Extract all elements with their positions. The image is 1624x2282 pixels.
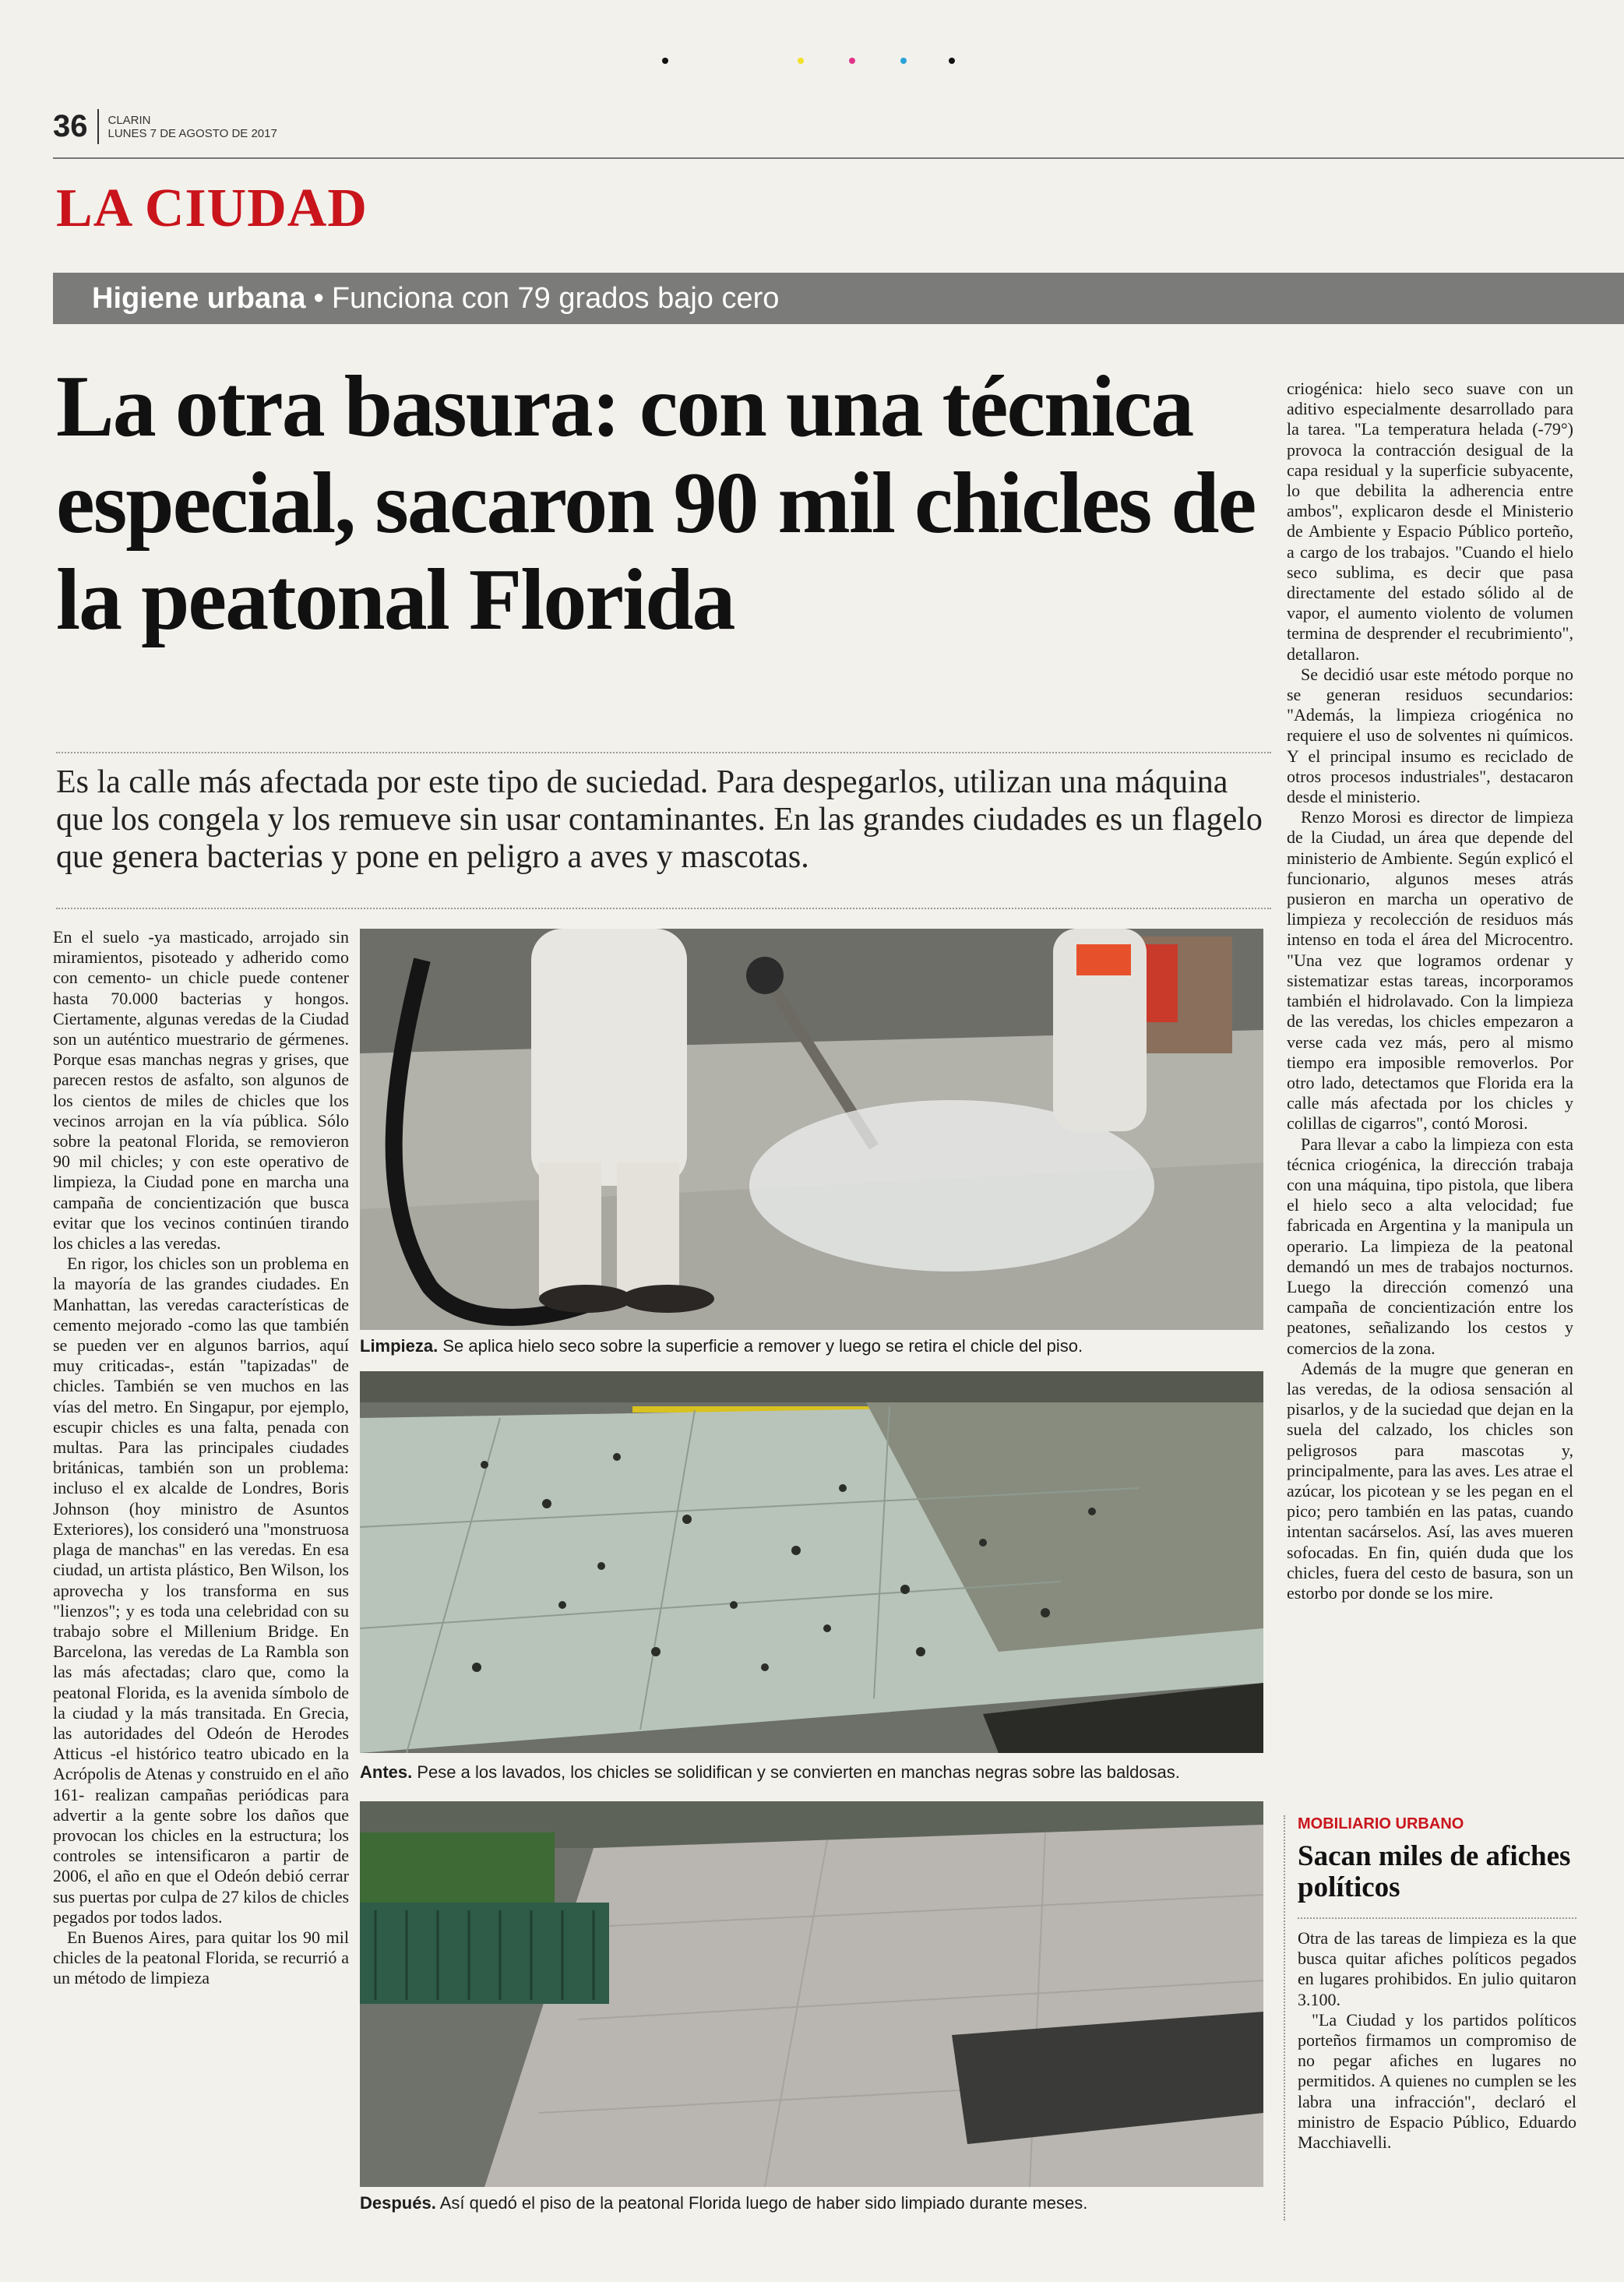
caption-label: Limpieza.	[360, 1336, 439, 1356]
caption-text: Se aplica hielo seco sobre la superficie a remover y luego se retira el chicle del piso.	[442, 1336, 1083, 1356]
photo-antes	[360, 1371, 1263, 1753]
headline-divider	[56, 752, 1271, 753]
sidebar-kicker: MOBILIARIO URBANO	[1298, 1815, 1464, 1832]
caption-text: Así quedó el piso de la peatonal Florida luego de haber sido limpiado durante meses.	[439, 2193, 1088, 2213]
registration-dot-black	[662, 58, 668, 64]
photo-caption-despues	[360, 2193, 1263, 2213]
article-paragraph: Se decidió usar este método porque no se generan residuos secundarios: "Además, la limpieza criogénica no requiere el uso de solventes ni químicos. Y el principal insumo es reciclado de otros procesos industriales", destacaron desde el ministerio.	[1287, 664, 1573, 807]
registration-dot-black-2	[949, 58, 955, 64]
article-paragraph: En rigor, los chicles son un problema en la mayoría de las grandes ciudades. En Manhattan, las veredas características de cemento mejorado -como las que también se pueden ver en algunos barrios, aquí muy criticadas-, están "tapizadas" de chicles. También se ven muchos en las vías del metro. En Singapur, por ejemplo, escupir chicles es una falta, penada con multas. Para las principales ciudades británicas, también son un problema: incluso el ex alcalde de Londres, Boris Johnson (hoy ministro de Asuntos Exteriores), los consideró una "monstruosa plaga de manchas" en las veredas. En esa ciudad, un artista plástico, Ben Wilson, los aprovecha y los transforma en sus "lienzos"; y es toda una celebridad con su trabajo sobre el Millenium Bridge. En Barcelona, las veredas de La Rambla son las más afectadas; claro que, como la peatonal Florida, es la avenida símbolo de la ciudad y la más transitada. En Grecia, las autoridades del Odeón de Herodes Atticus -el histórico teatro ubicado en la Acrópolis de Atenas y construido en el año 161- realizan campañas periódicas para advertir a la gente sobre los daños que provocan los chicles en la estructura; los controles se intensificaron a partir de 2006, el año en que el Odeón debió cerrar sus puertas por culpa de 27 kilos de chicles pegados por todos lados.	[53, 1254, 350, 1927]
registration-dot-cyan	[900, 58, 907, 64]
article-paragraph: Además de la mugre que generan en las veredas, de la odiosa sensación al pisarlos, y de la suciedad que dejan en la suela del calzado, los chicles son peligrosos para mascotas y, principalmente, para las aves. Les atrae el azúcar, los picotean y se les pegan en el pico; pero también en las patas, cuando intentan sacárselos. Así, las aves mueren sofocadas. En fin, quién duda que los chicles, fuera del cesto de basura, son un estorbo por donde se los mire.	[1287, 1358, 1573, 1603]
section-title: LA CIUDAD	[56, 178, 368, 238]
newspaper-name: CLARIN	[107, 113, 151, 127]
article-paragraph: Renzo Morosi es director de limpieza de la Ciudad, un área que depende del ministerio de Ambiente. Según explicó el funcionario, algunos meses atrás pusieron en marcha un operativo de limpieza y recolección de residuos más intenso en toda el área del Microcentro. "Una vez que logramos ordenar y sistematizar estas tareas, incorporamos también el hidrolavado. Con la limpieza de las veredas, los chicles empezaron a verse cada vez más, pero al mismo tiempo era imposible removerlos. Por otro lado, detectamos que Florida era la calle más afectada por los chicles y colillas de cigarros", contó Morosi.	[1287, 807, 1573, 1134]
publication-date: LUNES 7 DE AGOSTO DE 2017	[107, 126, 277, 140]
page-number: 36	[53, 109, 99, 144]
sidebar-body	[1298, 1928, 1576, 2153]
print-registration-marks	[654, 55, 966, 70]
article-paragraph: En el suelo -ya masticado, arrojado sin miramientos, pisoteado y adherido como con cemento- un chicle puede contener hasta 70.000 bacterias y hongos. Ciertamente, algunas veredas de la Ciudad son un auténtico muestrario de gérmenes. Porque esas manchas negras y grises, que parecen restos de asfalto, son algunos de los cientos de miles de chicles que los vecinos arrojan en la vía pública. Sólo sobre la peatonal Florida, se removieron 90 mil chicles; y con este operativo de limpieza, la Ciudad pone en marcha una campaña de concientización que busca evitar que los vecinos continúen tirando los chicles a las veredas.	[53, 927, 349, 1254]
article-paragraph: En Buenos Aires, para quitar los 90 mil chicles de la peatonal Florida, se recurrió a un método de limpieza	[53, 1927, 349, 1988]
article-column-left	[53, 927, 349, 1989]
photo-caption-antes	[360, 1762, 1263, 1783]
caption-label: Antes.	[360, 1762, 413, 1782]
sidebar-paragraph: Otra de las tareas de limpieza es la que busca quitar afiches políticos pegados en lugares prohibidos. En julio quitaron 3.100.	[1298, 1928, 1576, 2009]
caption-label: Después.	[360, 2193, 436, 2213]
photo-despues	[360, 1801, 1263, 2187]
header-rule	[53, 157, 1624, 159]
page-folio	[53, 109, 277, 144]
kicker-topic: Higiene urbana	[92, 281, 306, 315]
photo-caption-limpieza	[360, 1336, 1263, 1356]
article-column-right	[1287, 379, 1573, 1603]
kicker-bar	[53, 273, 1624, 324]
kicker-bullet: •	[313, 281, 324, 315]
article-lead: Es la calle más afectada por este tipo de suciedad. Para despegarlos, utilizan una máquina que los congela y los remueve sin usar contaminantes. En las grandes ciudades es un flagelo que genera bacterias y pone en peligro a aves y mascotas.	[56, 764, 1263, 875]
caption-text: Pese a los lavados, los chicles se solidifican y se convierten en manchas negras sobre las baldosas.	[417, 1762, 1180, 1782]
sidebar-divider	[1298, 1917, 1576, 1919]
registration-dot-magenta	[849, 58, 855, 64]
sidebar-box	[1284, 1815, 1576, 2220]
photo-limpieza	[360, 929, 1263, 1330]
article-paragraph: criogénica: hielo seco suave con un aditivo especialmente desarrollado para la tarea. "La temperatura helada (-79°) provoca la contracción desigual de la capa residual y la superficie subyacente, lo que debilita la adherencia entre ambos", explicaron desde el Ministerio de Ambiente y Espacio Público porteño, a cargo de los trabajos. "Cuando el hielo seco sublima, es decir que pasa directamente del estado sólido al de vapor, el aumento violento de volumen termina de desprender el recubrimiento", detallaron.	[1287, 379, 1573, 664]
sidebar-paragraph: "La Ciudad y los partidos políticos porteños firmamos un compromiso de no pegar afiches en lugares no permitidos. A quienes no cumplen se les labra una infracción", declaró el ministro de Espacio Público, Eduardo Macchiavelli.	[1298, 2009, 1576, 2153]
folio-meta	[99, 114, 277, 140]
lead-divider	[56, 908, 1271, 909]
article-headline: La otra basura: con una técnica especial, sacaron 90 mil chicles de la peatonal Florida	[56, 358, 1256, 648]
kicker-tagline: Funciona con 79 grados bajo cero	[331, 281, 780, 315]
article-paragraph: Para llevar a cabo la limpieza con esta técnica criogénica, la dirección trabaja con una máquina, tipo pistola, que libera el hielo seco a alta velocidad; fue fabricada en Argentina y la manipula un operario. La limpieza de la peatonal demandó un mes de trabajos nocturnos. Luego la dirección comenzó una campaña de concientización entre los peatones, señalizando los cestos y comercios de la zona.	[1287, 1134, 1573, 1358]
registration-dot-yellow	[798, 58, 804, 64]
sidebar-title: Sacan miles de afiches políticos	[1298, 1840, 1571, 1903]
